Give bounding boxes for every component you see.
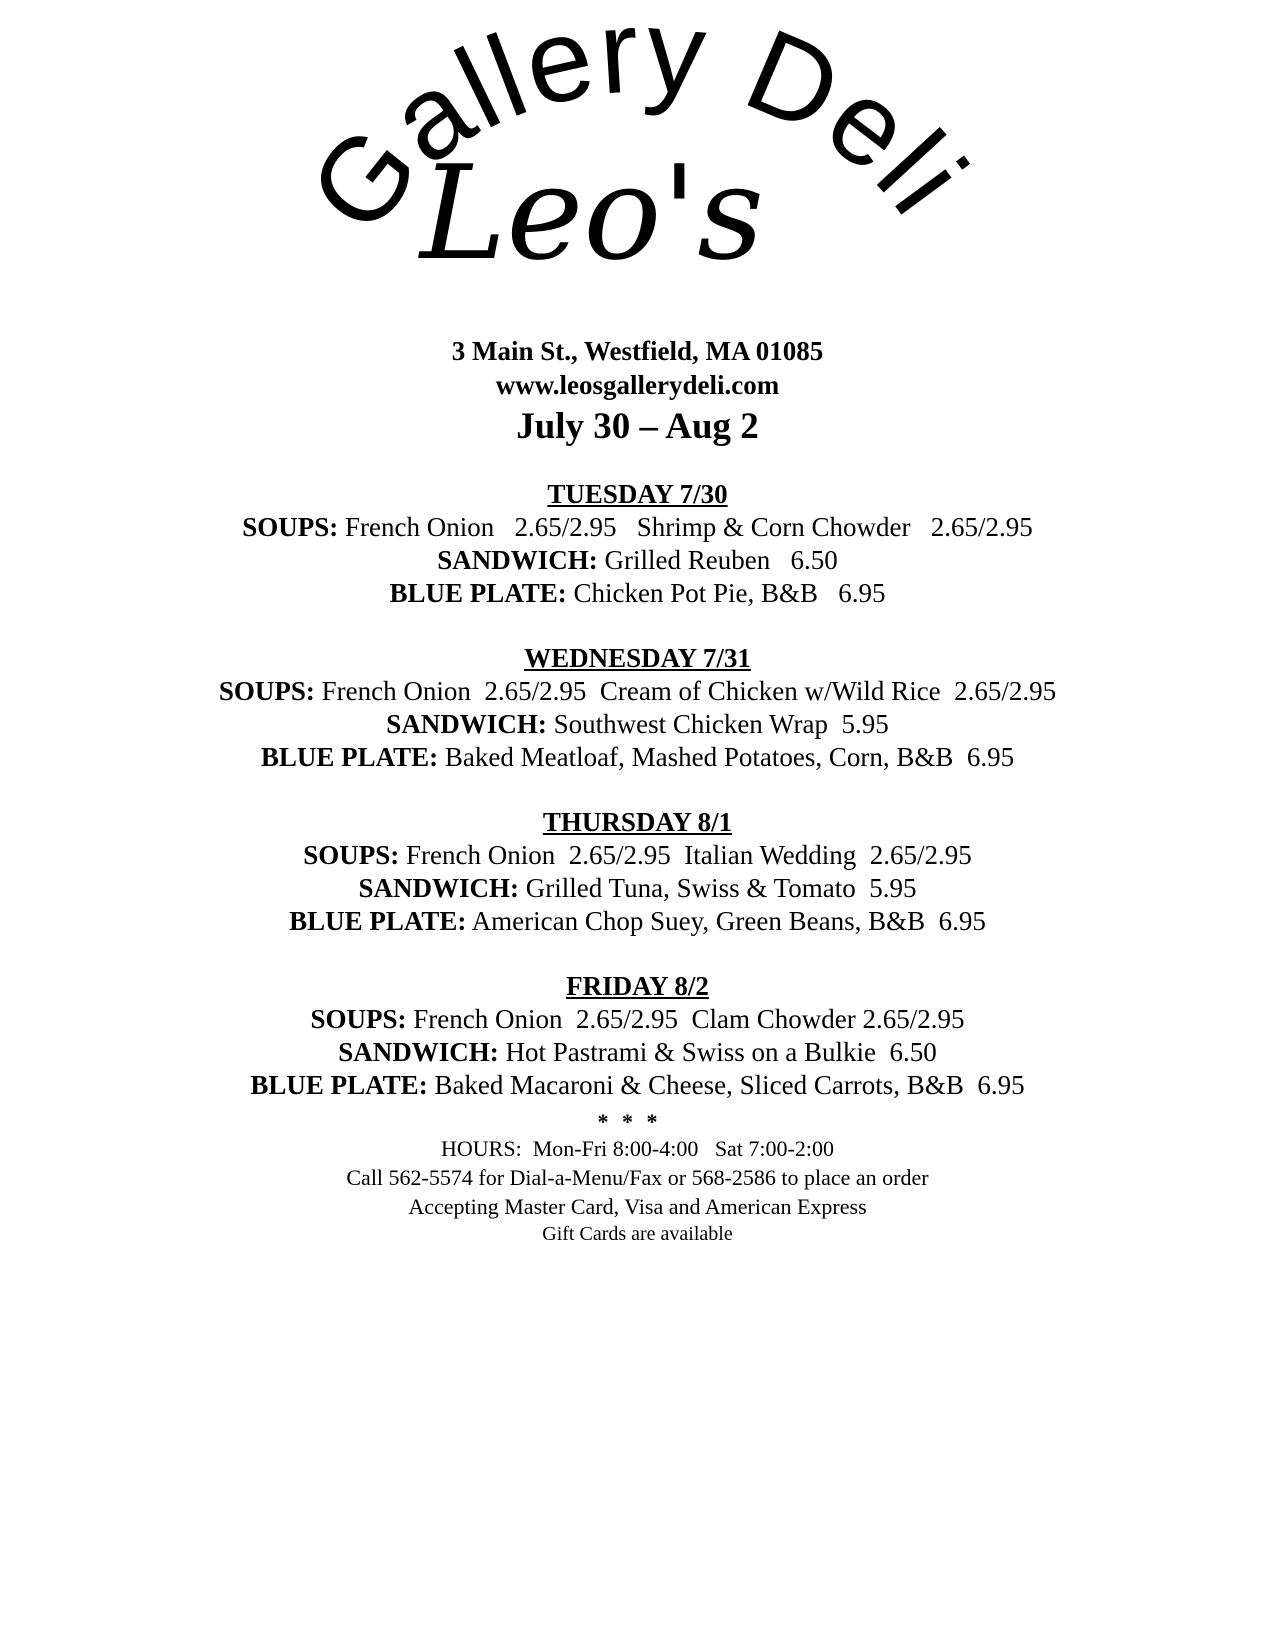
blue-plate-line [0,577,1275,610]
blue-plate-label: BLUE PLATE: [389,578,567,608]
payment-info: Accepting Master Card, Visa and American Express [408,1194,867,1219]
footer [0,1110,1275,1247]
day-heading: THURSDAY 8/1 [542,807,733,837]
soups-line [0,675,1275,708]
logo-arc-textpath: Gallery Deli [283,0,993,257]
sandwich-label: SANDWICH: [437,545,598,575]
logo-graphic [0,0,1275,330]
day-heading: WEDNESDAY 7/31 [524,643,751,673]
sandwich-label: SANDWICH: [386,709,547,739]
gift-cards: Gift Cards are available [542,1223,733,1245]
soups-line [0,1003,1275,1036]
soups-text: French Onion 2.65/2.95 Cream of Chicken w/Wild Rice 2.65/2.95 [314,676,1057,706]
day-wednesday [0,642,1275,774]
day-heading: FRIDAY 8/2 [566,971,709,1001]
sandwich-text: Grilled Tuna, Swiss & Tomato 5.95 [519,873,917,903]
soups-line [0,511,1275,544]
sandwich-line [0,872,1275,905]
sandwich-text: Hot Pastrami & Swiss on a Bulkie 6.50 [498,1037,937,1067]
sandwich-text: Grilled Reuben 6.50 [597,545,838,575]
day-friday [0,970,1275,1102]
soups-text: French Onion 2.65/2.95 Shrimp & Corn Chowder 2.65/2.95 [338,512,1033,542]
sandwich-label: SANDWICH: [338,1037,499,1067]
soups-text: French Onion 2.65/2.95 Clam Chowder 2.65/2.95 [406,1004,965,1034]
logo-script-text: Leo's [420,137,764,289]
blue-plate-text: American Chop Suey, Green Beans, B&B 6.95 [466,906,986,936]
logo [0,0,1275,330]
sandwich-label: SANDWICH: [358,873,520,903]
blue-plate-line [0,905,1275,938]
day-tuesday [0,478,1275,610]
blue-plate-label: BLUE PLATE: [250,1070,428,1100]
blue-plate-line [0,1069,1275,1102]
phone-info: Call 562-5574 for Dial-a-Menu/Fax or 568-2586 to place an order [346,1165,929,1190]
soups-line [0,839,1275,872]
sandwich-line [0,1036,1275,1069]
soups-label: SOUPS: [242,512,339,542]
soups-label: SOUPS: [218,676,315,706]
blue-plate-text: Baked Macaroni & Cheese, Sliced Carrots, B&B 6.95 [427,1070,1025,1100]
blue-plate-text: Baked Meatloaf, Mashed Potatoes, Corn, B&B 6.95 [438,742,1015,772]
soups-label: SOUPS: [303,840,400,870]
weekly-menu [0,478,1275,1102]
sandwich-text: Southwest Chicken Wrap 5.95 [546,709,889,739]
week-range: July 30 – Aug 2 [516,406,759,447]
day-heading: TUESDAY 7/30 [547,479,728,509]
hours: HOURS: Mon-Fri 8:00-4:00 Sat 7:00-2:00 [441,1136,834,1161]
blue-plate-line [0,741,1275,774]
address: 3 Main St., Westfield, MA 01085 [451,336,824,366]
soups-text: French Onion 2.65/2.95 Italian Wedding 2.65/2.95 [399,840,972,870]
sandwich-line [0,708,1275,741]
soups-label: SOUPS: [310,1004,407,1034]
separator: * * * [597,1109,662,1134]
header [0,334,1275,450]
website: www.leosgallerydeli.com [495,370,780,400]
blue-plate-text: Chicken Pot Pie, B&B 6.95 [566,578,886,608]
blue-plate-label: BLUE PLATE: [289,906,467,936]
blue-plate-label: BLUE PLATE: [260,742,439,772]
day-thursday [0,806,1275,938]
sandwich-line [0,544,1275,577]
